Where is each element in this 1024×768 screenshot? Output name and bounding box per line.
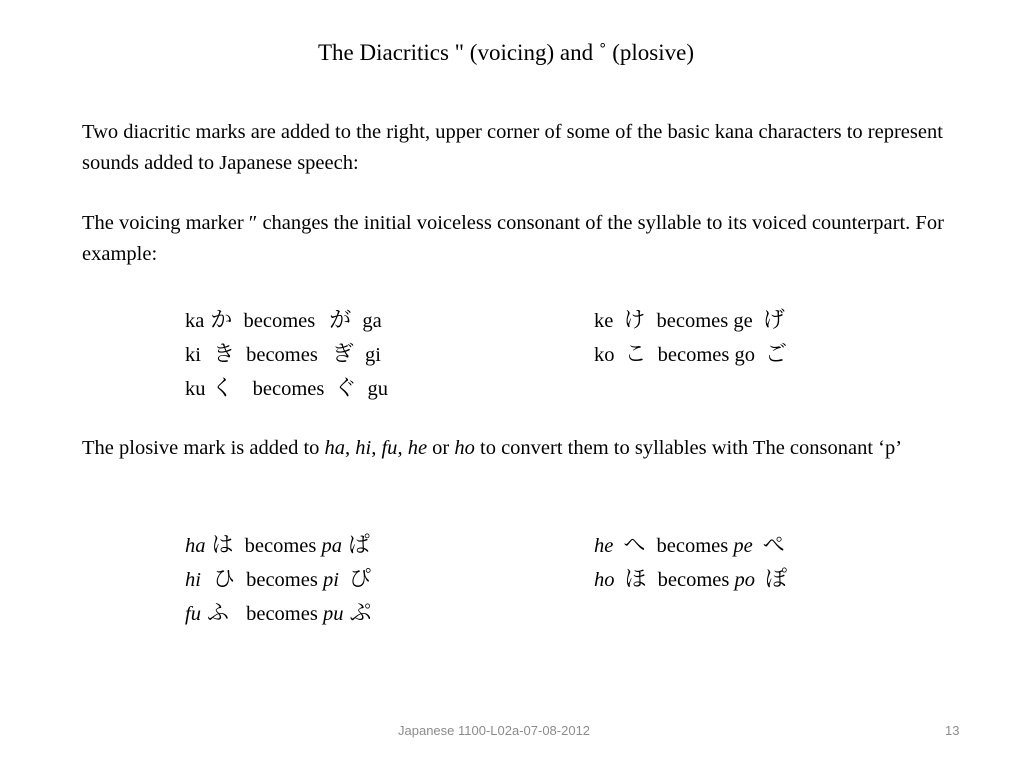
becomes-word: becomes: [252, 378, 325, 400]
kana-hi-glyph: ひ: [212, 567, 235, 592]
kana-ke-glyph: け: [623, 308, 646, 333]
kana-ka-glyph: か: [210, 308, 233, 333]
footer-label: Japanese 1100-L02a-07-08-2012: [398, 723, 591, 738]
romaji-from: he: [594, 535, 614, 557]
kana-po-glyph: ぽ: [765, 567, 788, 592]
voicing-example-ke: [594, 305, 791, 337]
kana-pe-glyph: ぺ: [762, 533, 785, 558]
romaji-to: go: [734, 344, 755, 366]
becomes-word: becomes: [246, 569, 318, 591]
romaji-from: ku: [185, 378, 206, 400]
plosive-example-ho: [594, 564, 793, 596]
kana-he-glyph: へ: [623, 533, 646, 558]
romaji-from: ka: [185, 310, 205, 332]
plosive-comma: ,: [345, 437, 356, 459]
voicing-example-ka: [185, 305, 382, 337]
kana-ga-glyph: が: [329, 308, 352, 333]
kana-gi-glyph: ぎ: [331, 342, 354, 367]
plosive-or: or: [427, 437, 455, 459]
kana-ge-glyph: げ: [762, 308, 785, 333]
romaji-to: pu: [322, 603, 344, 625]
plosive-text-b: to convert them to syllables with The consonant ‘p’: [474, 437, 903, 459]
becomes-word: becomes: [657, 344, 730, 366]
romaji-to: gu: [367, 378, 389, 400]
kana-ho-glyph: ほ: [624, 567, 647, 592]
voicing-example-ko: [594, 339, 793, 371]
becomes-word: becomes: [656, 310, 729, 332]
plosive-he: he: [407, 437, 428, 459]
romaji-to: pe: [733, 535, 753, 557]
romaji-from: ke: [594, 310, 614, 332]
kana-pi-glyph: ぴ: [348, 567, 371, 592]
becomes-word: becomes: [243, 310, 316, 332]
plosive-text-a: The plosive mark is added to: [82, 437, 325, 459]
plosive-ho: ho: [454, 437, 475, 459]
romaji-from: ki: [185, 344, 201, 366]
plosive-hi: hi: [355, 437, 372, 459]
becomes-word: becomes: [656, 535, 729, 557]
kana-pa-glyph: ぱ: [348, 533, 371, 558]
plosive-paragraph: [82, 433, 962, 464]
plosive-comma: ,: [397, 437, 408, 459]
intro-paragraph: Two diacritic marks are added to the right, upper corner of some of the basic kana characters to represent sounds added to Japanese speech:: [82, 121, 943, 174]
becomes-word: becomes: [244, 535, 317, 557]
plosive-comma: ,: [371, 437, 382, 459]
romaji-from: fu: [185, 603, 201, 625]
voicing-example-ku: [185, 373, 388, 405]
becomes-word: becomes: [246, 603, 318, 625]
plosive-fu: fu: [381, 437, 398, 459]
romaji-from: ha: [185, 535, 206, 557]
romaji-to: pi: [322, 569, 339, 591]
plosive-example-ha: [185, 530, 376, 562]
romaji-from: ho: [594, 569, 615, 591]
romaji-to: pa: [321, 535, 342, 557]
voicing-paragraph: The voicing marker ″ changes the initial voiceless consonant of the syllable to its voiced counterpart. For example:: [82, 212, 944, 265]
romaji-to: ge: [733, 310, 753, 332]
plosive-example-fu: [185, 598, 377, 630]
plosive-example-hi: [185, 564, 377, 596]
kana-pu-glyph: ぷ: [349, 601, 372, 626]
kana-go-glyph: ご: [765, 342, 788, 367]
kana-fu-glyph: ふ: [206, 601, 229, 626]
romaji-to: ga: [362, 310, 382, 332]
kana-ku-glyph: く: [211, 376, 234, 401]
romaji-from: ko: [594, 344, 615, 366]
romaji-to: gi: [364, 344, 381, 366]
page-number: 13: [945, 723, 960, 738]
becomes-word: becomes: [657, 569, 730, 591]
kana-ko-glyph: こ: [624, 342, 647, 367]
kana-ki-glyph: き: [212, 342, 235, 367]
romaji-from: hi: [185, 569, 201, 591]
becomes-word: becomes: [246, 344, 318, 366]
slide-title: The Diacritics " (voicing) and ˚ (plosive): [318, 40, 694, 65]
romaji-to: po: [734, 569, 755, 591]
plosive-ha: ha: [324, 437, 346, 459]
kana-gu-glyph: ぐ: [334, 376, 357, 401]
kana-ha-glyph: は: [211, 533, 234, 558]
voicing-example-ki: [185, 339, 381, 371]
plosive-example-he: [594, 530, 791, 562]
